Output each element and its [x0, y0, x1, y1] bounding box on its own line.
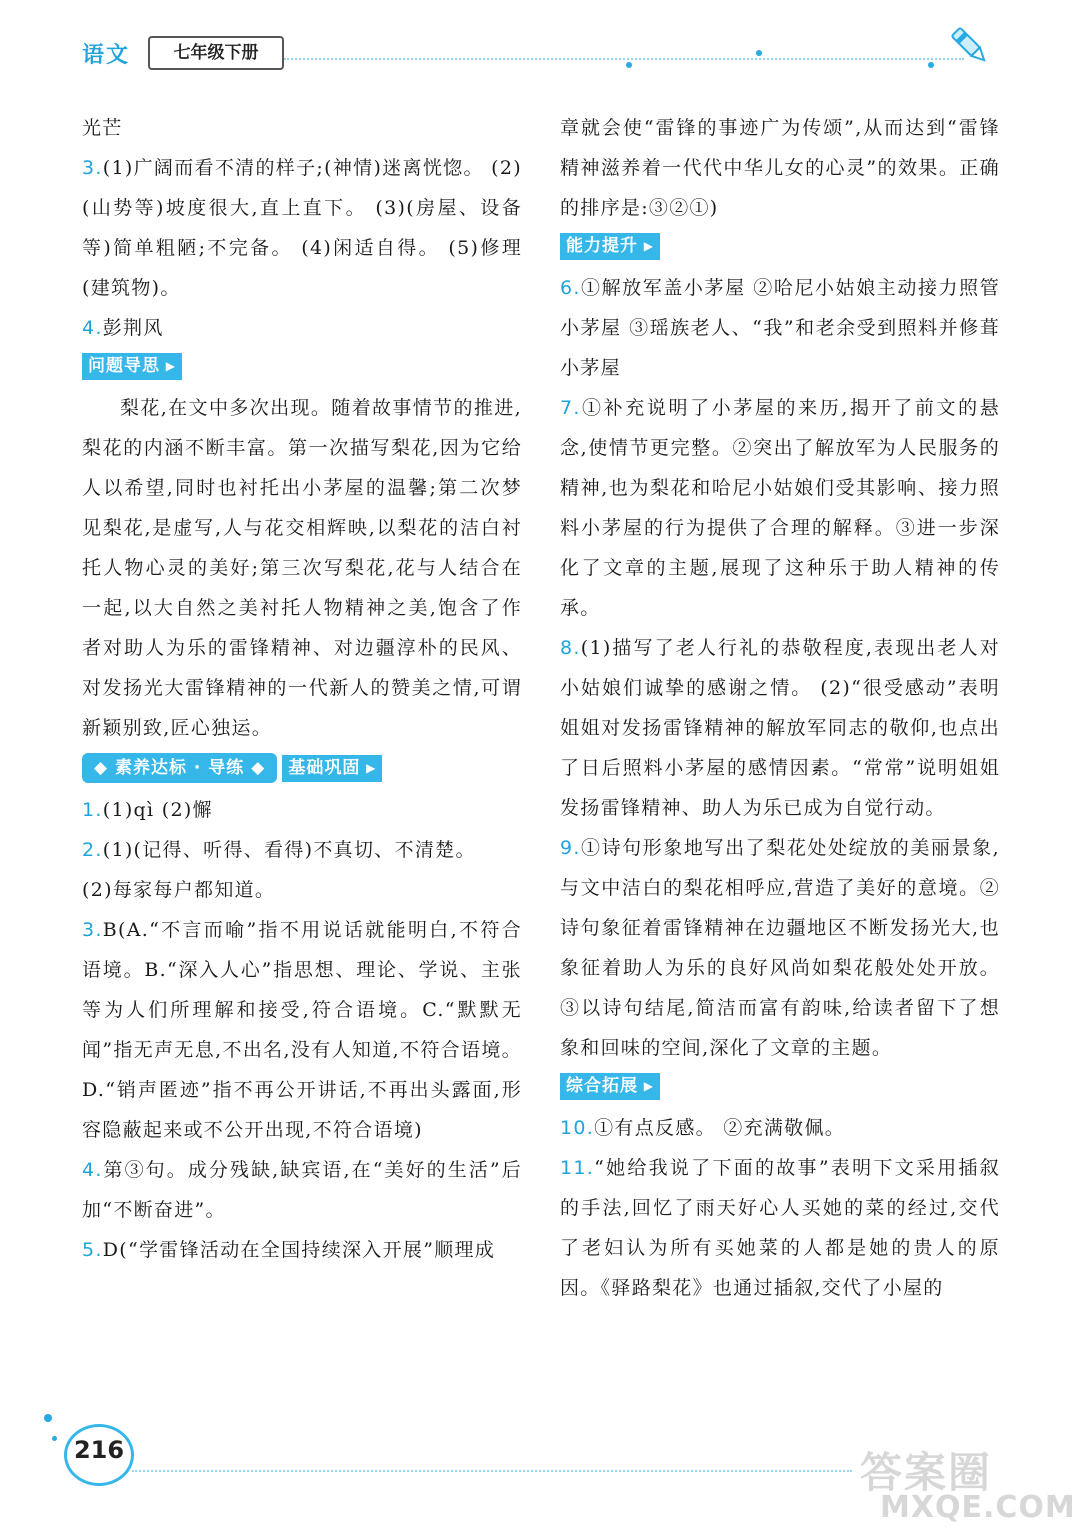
- left-column: [82, 108, 522, 1270]
- right-column: [560, 108, 1000, 1308]
- answer-4: [82, 308, 522, 348]
- answer-6: [560, 268, 1000, 388]
- tag-label: 能力提升: [566, 236, 638, 256]
- section-tag-nengli: [560, 233, 660, 260]
- decor-dot: [52, 1436, 57, 1441]
- answer-b5: [82, 1230, 522, 1270]
- tag-label: 综合拓展: [566, 1076, 638, 1096]
- question-number: 4.: [82, 1159, 103, 1181]
- footer-divider: [132, 1470, 852, 1472]
- answer-text: (1)(记得、听得、看得)不真切、不清楚。: [102, 839, 476, 861]
- answer-8: [560, 628, 1000, 828]
- answer-text: D(“学雷锋活动在全国持续深入开展”顺理成: [102, 1239, 496, 1261]
- question-number: 3.: [82, 157, 103, 179]
- watermark: [850, 1440, 1076, 1530]
- answer-text: “她给我说了下面的故事”表明下文采用插叙的手法,回忆了雨天好心人买她的菜的经过,交代了老妇认为所有买她菜的人都是她的贵人的原因。《驿路梨花》也通过插叙,交代了小屋的: [560, 1157, 1000, 1299]
- header-divider: [284, 58, 964, 60]
- question-number: 8.: [560, 637, 581, 659]
- question-number: 2.: [82, 839, 103, 861]
- continued-text: 光芒: [82, 117, 123, 139]
- section-tag-jichu: [282, 755, 382, 782]
- triangle-right-icon: ▶: [643, 239, 654, 253]
- page-number: 216: [73, 1436, 125, 1464]
- answer-b2-part2: (2)每家每户都知道。: [82, 879, 276, 901]
- answer-text: ①解放军盖小茅屋 ②哈尼小姑娘主动接力照管小茅屋 ③瑶族老人、“我”和老余受到照料并修葺小茅屋: [560, 277, 1000, 379]
- grade-label: 七年级下册: [148, 36, 284, 70]
- question-number: 10.: [560, 1117, 595, 1139]
- tag-label: 基础巩固: [288, 758, 361, 778]
- answer-text: ①诗句形象地写出了梨花处处绽放的美丽景象,与文中洁白的梨花相呼应,营造了美好的意境。②诗句象征着雷锋精神在边疆地区不断发扬光大,也象征着助人为乐的良好风尚如梨花般处处开放。③以诗句结尾,简洁而富有韵味,给读者留下了想象和回味的空间,深化了文章的主题。: [560, 837, 1000, 1059]
- continued-text: 章就会使“雷锋的事迹广为传颂”,从而达到“雷锋精神滋养着一代代中华儿女的心灵”的效果。正确的排序是:③②①): [560, 117, 1000, 219]
- question-number: 3.: [82, 919, 103, 941]
- answer-text: ①补充说明了小茅屋的来历,揭开了前文的悬念,使情节更完整。②突出了解放军为人民服务的精神,也为梨花和哈尼小姑娘们受其影响、接力照料小茅屋的行为提供了合理的解释。③进一步深化了文章的主题,展现了这种乐于助人精神的传承。: [560, 397, 1000, 619]
- answer-10: [560, 1108, 1000, 1148]
- question-number: 5.: [82, 1239, 103, 1261]
- question-number: 7.: [560, 397, 581, 419]
- subject-label: 语文: [82, 43, 131, 68]
- question-number: 9.: [560, 837, 581, 859]
- decor-dot: [626, 62, 632, 68]
- section-tag-wenti: [82, 353, 182, 380]
- triangle-right-icon: ▶: [165, 359, 176, 373]
- answer-text: 第③句。成分残缺,缺宾语,在“美好的生活”后加“不断奋进”。: [82, 1159, 522, 1221]
- answer-11: [560, 1148, 1000, 1308]
- decor-dot: [44, 1414, 52, 1422]
- answer-b1: [82, 790, 522, 830]
- question-number: 1.: [82, 799, 103, 821]
- answer-b4: [82, 1150, 522, 1230]
- pen-icon: [948, 24, 992, 68]
- triangle-right-icon: ▶: [643, 1079, 654, 1093]
- answer-text: ①有点反感。 ②充满敬佩。: [594, 1117, 846, 1139]
- answer-text: (1)描写了老人行礼的恭敬程度,表现出老人对小姑娘们诚挚的感谢之情。 (2)“很受感动”表明姐姐对发扬雷锋精神的解放军同志的敬仰,也点出了日后照料小茅屋的感情因素。“常常”说明姐姐发扬雷锋精神、助人为乐已成为自觉行动。: [560, 637, 1000, 819]
- page-header: [0, 0, 1043, 80]
- question-number: 11.: [560, 1157, 595, 1179]
- section-tag-zonghe: [560, 1073, 660, 1100]
- tag-label: 问题导思: [88, 356, 160, 376]
- triangle-right-icon: ▶: [366, 761, 377, 775]
- answer-9: [560, 828, 1000, 1068]
- answer-text: 彭荆风: [102, 317, 164, 339]
- watermark-url: MXQE.COM: [880, 1490, 1076, 1525]
- watermark-logo: 答案圈: [860, 1448, 993, 1497]
- decor-dot: [756, 50, 762, 56]
- section-pill: ◆ 素养达标 · 导练 ◆: [82, 753, 277, 783]
- answer-b2: [82, 830, 522, 870]
- answer-7: [560, 388, 1000, 628]
- answer-text: B(A.“不言而喻”指不用说话就能明白,不符合语境。B.“深入人心”指思想、理论、学说、主张等为人们所理解和接受,符合语境。C.“默默无闻”指无声无息,不出名,没有人知道,不符合语境。D.“销声匿迹”指不再公开讲话,不再出头露面,形容隐蔽起来或不公开出现,不符合语境): [82, 919, 522, 1141]
- question-number: 4.: [82, 317, 103, 339]
- answer-b3: [82, 910, 522, 1150]
- decor-dot: [928, 62, 934, 68]
- answer-text: (1)广阔而看不清的样子;(神情)迷离恍惚。 (2)(山势等)坡度很大,直上直下。 (3)(房屋、设备等)简单粗陋;不完备。 (4)闲适自得。 (5)修理(建筑物)。: [82, 157, 522, 299]
- answer-text: (1)qì (2)懈: [102, 799, 213, 821]
- question-number: 6.: [560, 277, 581, 299]
- wenti-paragraph: 梨花,在文中多次出现。随着故事情节的推进,梨花的内涵不断丰富。第一次描写梨花,因为它给人以希望,同时也衬托出小茅屋的温馨;第二次梦见梨花,是虚写,人与花交相辉映,以梨花的洁白衬托人物心灵的美好;第三次写梨花,花与人结合在一起,以大自然之美衬托人物精神之美,饱含了作者对助人为乐的雷锋精神、对边疆淳朴的民风、对发扬光大雷锋精神的一代新人的赞美之情,可谓新颖别致,匠心独运。: [82, 397, 522, 739]
- answer-3: [82, 148, 522, 308]
